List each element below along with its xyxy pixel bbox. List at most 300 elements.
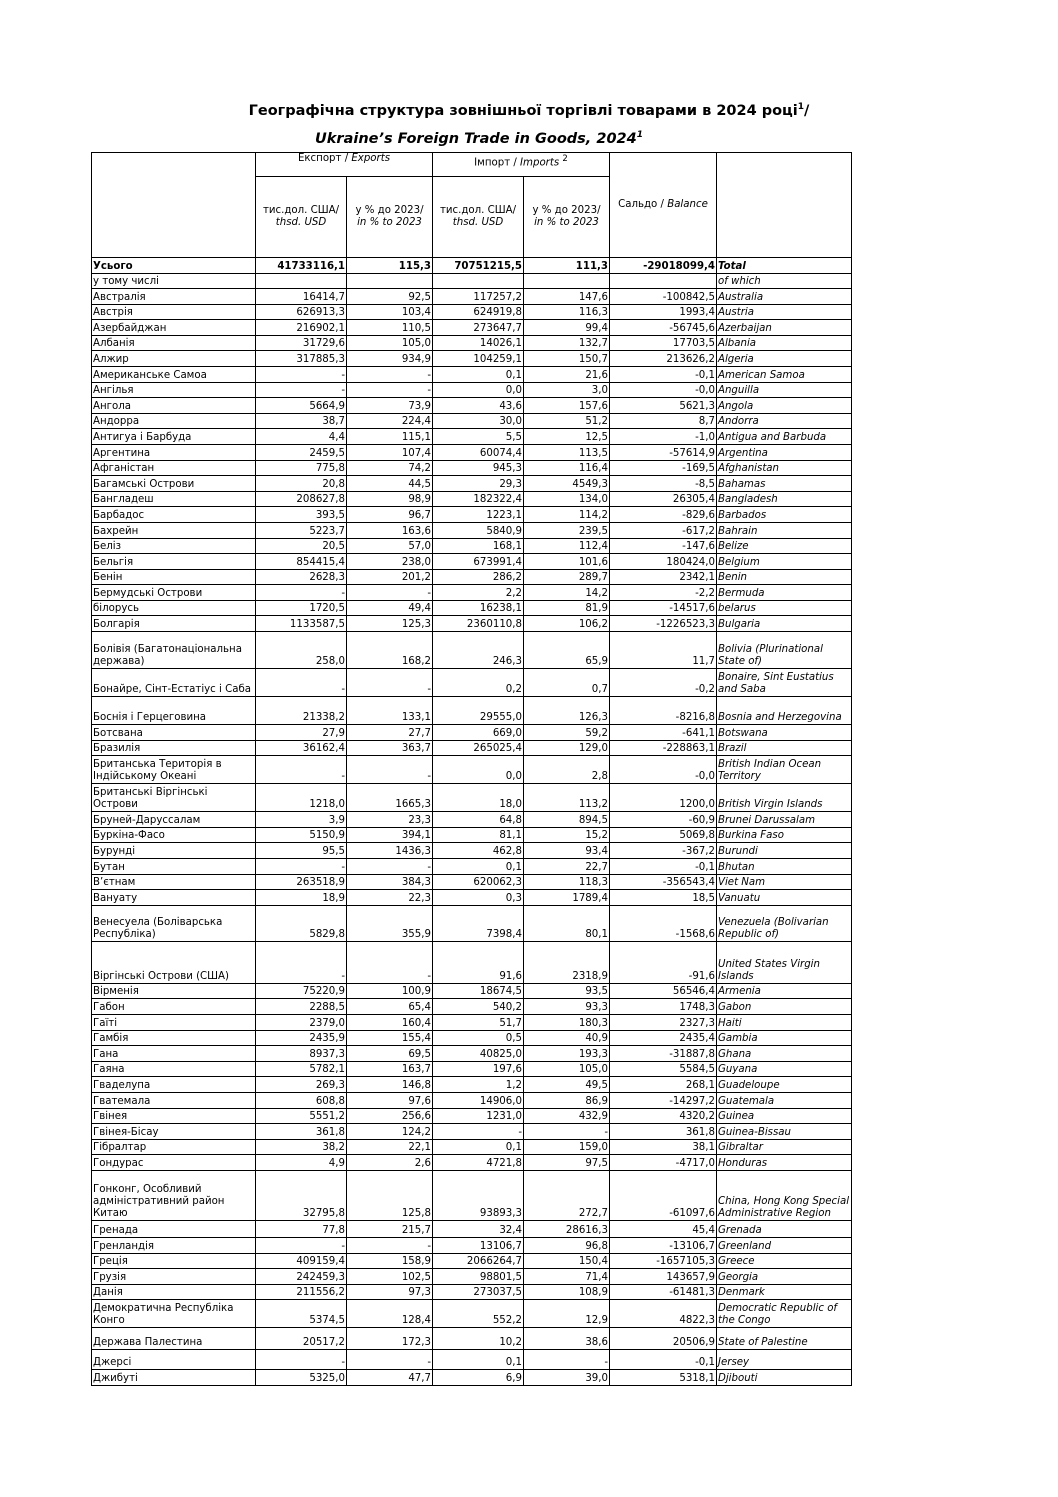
import-pct: 81,9 — [524, 600, 610, 616]
table-row — [92, 304, 852, 320]
export-usd: - — [256, 859, 347, 875]
import-usd: 0,1 — [433, 366, 524, 382]
import-pct: 150,7 — [524, 351, 610, 367]
import-pct: 71,4 — [524, 1269, 610, 1285]
balance: 5584,5 — [610, 1061, 717, 1077]
country-en: Guadeloupe — [717, 1077, 852, 1093]
country-ua: Гонконг, Особливий адміністративний район Китаю — [92, 1170, 256, 1220]
title-ua: Географічна структура зовнішньої торгівлі товарами в 2024 році$^1$/ — [248, 102, 810, 119]
balance: -228863,1 — [610, 740, 717, 756]
import-usd: 2,2 — [433, 585, 524, 601]
balance: 8,7 — [610, 413, 717, 429]
export-usd: - — [256, 585, 347, 601]
balance: -8216,8 — [610, 697, 717, 725]
import-usd: 30,0 — [433, 413, 524, 429]
export-usd: 208627,8 — [256, 491, 347, 507]
export-usd: 5829,8 — [256, 905, 347, 941]
export-pct: 103,4 — [347, 304, 433, 320]
export-usd: 5782,1 — [256, 1061, 347, 1077]
import-pct: 193,3 — [524, 1046, 610, 1062]
country-en: American Samoa — [717, 366, 852, 382]
country-ua: Греція — [92, 1253, 256, 1269]
import-usd: 7398,4 — [433, 905, 524, 941]
country-ua: Британські Віргінські Острови — [92, 784, 256, 812]
import-usd: 13106,7 — [433, 1237, 524, 1253]
country-ua: Бразилія — [92, 740, 256, 756]
country-en: Angola — [717, 398, 852, 414]
import-pct: 118,3 — [524, 874, 610, 890]
export-pct: 65,4 — [347, 999, 433, 1015]
export-pct: 238,0 — [347, 554, 433, 570]
country-en: Viet Nam — [717, 874, 852, 890]
import-pct: 289,7 — [524, 569, 610, 585]
country-ua: Гвінея — [92, 1108, 256, 1124]
import-usd: 14906,0 — [433, 1092, 524, 1108]
table-row — [92, 413, 852, 429]
import-usd: 0,2 — [433, 669, 524, 697]
export-pct: 47,7 — [347, 1370, 433, 1386]
country-ua: Джибуті — [92, 1370, 256, 1386]
import-pct: 14,2 — [524, 585, 610, 601]
export-usd: - — [256, 669, 347, 697]
export-pct: 172,3 — [347, 1328, 433, 1350]
import-pct: 12,5 — [524, 429, 610, 445]
import-usd: 2066264,7 — [433, 1253, 524, 1269]
export-pct: 57,0 — [347, 538, 433, 554]
export-usd: 2435,9 — [256, 1030, 347, 1046]
import-pct: 108,9 — [524, 1284, 610, 1300]
import-pct: 157,6 — [524, 398, 610, 414]
import-usd: 29555,0 — [433, 697, 524, 725]
import-usd: 43,6 — [433, 398, 524, 414]
export-usd: 5325,0 — [256, 1370, 347, 1386]
country-ua: Бенін — [92, 569, 256, 585]
total-balance: -29018099,4 — [610, 258, 717, 274]
balance: -91,6 — [610, 941, 717, 983]
header-import-pct: у % до 2023/ in % to 2023 — [524, 177, 610, 258]
title-en: Ukraine’s Foreign Trade in Goods, 2024$^1$ — [315, 130, 643, 147]
country-en: State of Palestine — [717, 1328, 852, 1350]
export-pct: 934,9 — [347, 351, 433, 367]
import-pct: 51,2 — [524, 413, 610, 429]
trade-table — [91, 152, 852, 1386]
import-pct: - — [524, 1350, 610, 1370]
balance: 180424,0 — [610, 554, 717, 570]
country-ua: Гібралтар — [92, 1139, 256, 1155]
country-en: belarus — [717, 600, 852, 616]
country-en: United States Virgin Islands — [717, 941, 852, 983]
import-usd: 2360110,8 — [433, 616, 524, 632]
import-usd: 168,1 — [433, 538, 524, 554]
country-ua: Буркіна-Фасо — [92, 827, 256, 843]
import-pct: 99,4 — [524, 320, 610, 336]
country-ua: Гондурас — [92, 1155, 256, 1171]
country-ua: Австралія — [92, 289, 256, 305]
export-usd: 409159,4 — [256, 1253, 347, 1269]
country-en: Greenland — [717, 1237, 852, 1253]
balance: -617,2 — [610, 522, 717, 538]
import-pct: 180,3 — [524, 1015, 610, 1031]
table-row — [92, 1253, 852, 1269]
export-pct: 115,1 — [347, 429, 433, 445]
export-usd: 216902,1 — [256, 320, 347, 336]
country-ua: Ангілья — [92, 382, 256, 398]
export-pct: 23,3 — [347, 812, 433, 828]
table-row — [92, 669, 852, 697]
country-ua: Алжир — [92, 351, 256, 367]
balance: -1,0 — [610, 429, 717, 445]
balance: -147,6 — [610, 538, 717, 554]
balance: 143657,9 — [610, 1269, 717, 1285]
table-row — [92, 1237, 852, 1253]
export-usd: 20517,2 — [256, 1328, 347, 1350]
country-en: Bhutan — [717, 859, 852, 875]
balance: 4822,3 — [610, 1300, 717, 1328]
balance: -8,5 — [610, 476, 717, 492]
country-ua: Габон — [92, 999, 256, 1015]
total-row — [92, 258, 852, 274]
table-row — [92, 444, 852, 460]
balance: -2,2 — [610, 585, 717, 601]
import-pct: 272,7 — [524, 1170, 610, 1220]
table-row — [92, 1092, 852, 1108]
import-pct: 105,0 — [524, 1061, 610, 1077]
balance: -13106,7 — [610, 1237, 717, 1253]
import-pct: 147,6 — [524, 289, 610, 305]
balance: 2327,3 — [610, 1015, 717, 1031]
country-ua: Бангладеш — [92, 491, 256, 507]
import-pct: 40,9 — [524, 1030, 610, 1046]
balance: 4320,2 — [610, 1108, 717, 1124]
export-usd: 2379,0 — [256, 1015, 347, 1031]
import-usd: 98801,5 — [433, 1269, 524, 1285]
country-en: Australia — [717, 289, 852, 305]
country-ua: Грузія — [92, 1269, 256, 1285]
export-pct: 168,2 — [347, 632, 433, 669]
country-en: Democratic Republic of the Congo — [717, 1300, 852, 1328]
table-row — [92, 538, 852, 554]
export-usd: 4,4 — [256, 429, 347, 445]
country-en: Brazil — [717, 740, 852, 756]
of-which-en: of which — [717, 274, 852, 289]
country-en: Venezuela (Bolivarian Republic of) — [717, 905, 852, 941]
export-usd: 4,9 — [256, 1155, 347, 1171]
balance: 5621,3 — [610, 398, 717, 414]
country-en: British Virgin Islands — [717, 784, 852, 812]
total-label-en: Total — [717, 258, 852, 274]
table-row — [92, 351, 852, 367]
export-pct: - — [347, 1350, 433, 1370]
table-row — [92, 569, 852, 585]
country-ua: Вірменія — [92, 983, 256, 999]
import-usd: 4721,8 — [433, 1155, 524, 1171]
import-usd: 0,1 — [433, 859, 524, 875]
balance: 17703,5 — [610, 335, 717, 351]
import-pct: 126,3 — [524, 697, 610, 725]
country-en: Barbados — [717, 507, 852, 523]
export-pct: 384,3 — [347, 874, 433, 890]
export-usd: 3,9 — [256, 812, 347, 828]
import-usd: 197,6 — [433, 1061, 524, 1077]
export-usd: 5551,2 — [256, 1108, 347, 1124]
country-en: Guinea-Bissau — [717, 1124, 852, 1140]
country-en: British Indian Ocean Territory — [717, 756, 852, 784]
header-imports: Імпорт / Imports $^2$ — [433, 153, 610, 177]
country-ua: В’єтнам — [92, 874, 256, 890]
import-pct: 2,8 — [524, 756, 610, 784]
export-usd: 20,5 — [256, 538, 347, 554]
export-pct: - — [347, 669, 433, 697]
import-pct: 894,5 — [524, 812, 610, 828]
import-pct: 96,8 — [524, 1237, 610, 1253]
export-pct: 73,9 — [347, 398, 433, 414]
export-usd: 775,8 — [256, 460, 347, 476]
export-usd: 608,8 — [256, 1092, 347, 1108]
import-pct: 97,5 — [524, 1155, 610, 1171]
country-en: Anguilla — [717, 382, 852, 398]
table-row — [92, 335, 852, 351]
export-pct: 1665,3 — [347, 784, 433, 812]
import-usd: 0,1 — [433, 1350, 524, 1370]
export-usd: 8937,3 — [256, 1046, 347, 1062]
export-pct: 133,1 — [347, 697, 433, 725]
country-en: Greece — [717, 1253, 852, 1269]
import-pct: 101,6 — [524, 554, 610, 570]
import-usd: 51,7 — [433, 1015, 524, 1031]
import-pct: 49,5 — [524, 1077, 610, 1093]
table-row — [92, 1328, 852, 1350]
table-row — [92, 1124, 852, 1140]
import-pct: 113,5 — [524, 444, 610, 460]
export-pct: 27,7 — [347, 725, 433, 741]
import-pct: 239,5 — [524, 522, 610, 538]
country-ua: Бурунді — [92, 843, 256, 859]
total-export-pct: 115,3 — [347, 258, 433, 274]
import-usd: 5,5 — [433, 429, 524, 445]
import-usd: 286,2 — [433, 569, 524, 585]
country-en: Bosnia and Herzegovina — [717, 697, 852, 725]
country-ua: Держава Палестина — [92, 1328, 256, 1350]
export-usd: 36162,4 — [256, 740, 347, 756]
import-usd: 540,2 — [433, 999, 524, 1015]
balance: -169,5 — [610, 460, 717, 476]
export-pct: 107,4 — [347, 444, 433, 460]
header-export-usd: тис.дол. США/ thsd. USD — [256, 177, 347, 258]
import-usd: 0,5 — [433, 1030, 524, 1046]
balance: -61481,3 — [610, 1284, 717, 1300]
export-usd: - — [256, 366, 347, 382]
table-row — [92, 554, 852, 570]
table-row — [92, 1046, 852, 1062]
import-usd: 117257,2 — [433, 289, 524, 305]
balance: 1748,3 — [610, 999, 717, 1015]
export-pct: 110,5 — [347, 320, 433, 336]
country-ua: Гватемала — [92, 1092, 256, 1108]
country-ua: Антигуа і Барбуда — [92, 429, 256, 445]
table-row — [92, 1139, 852, 1155]
table-row — [92, 320, 852, 336]
country-en: Austria — [717, 304, 852, 320]
import-usd: 1231,0 — [433, 1108, 524, 1124]
balance: 2342,1 — [610, 569, 717, 585]
country-en: Guyana — [717, 1061, 852, 1077]
export-pct: 22,1 — [347, 1139, 433, 1155]
country-ua: Боснія і Герцеговина — [92, 697, 256, 725]
table-row — [92, 1220, 852, 1237]
import-pct: 15,2 — [524, 827, 610, 843]
total-import-pct: 111,3 — [524, 258, 610, 274]
balance: 5069,8 — [610, 827, 717, 843]
export-usd: - — [256, 1237, 347, 1253]
import-usd: 673991,4 — [433, 554, 524, 570]
import-pct: 113,2 — [524, 784, 610, 812]
balance: -0,0 — [610, 756, 717, 784]
export-usd: 211556,2 — [256, 1284, 347, 1300]
export-usd: 5150,9 — [256, 827, 347, 843]
balance: -57614,9 — [610, 444, 717, 460]
table-row — [92, 843, 852, 859]
export-pct: 98,9 — [347, 491, 433, 507]
export-usd: 77,8 — [256, 1220, 347, 1237]
country-ua: Австрія — [92, 304, 256, 320]
export-pct: - — [347, 941, 433, 983]
balance: -1226523,3 — [610, 616, 717, 632]
balance: -829,6 — [610, 507, 717, 523]
table-row — [92, 507, 852, 523]
country-ua: Багамські Острови — [92, 476, 256, 492]
export-pct: 163,6 — [347, 522, 433, 538]
import-usd: 0,0 — [433, 382, 524, 398]
table-row — [92, 983, 852, 999]
export-pct: - — [347, 756, 433, 784]
table-row — [92, 491, 852, 507]
table-row — [92, 1269, 852, 1285]
export-pct: 160,4 — [347, 1015, 433, 1031]
import-pct: 59,2 — [524, 725, 610, 741]
of-which-ua: у тому числі — [92, 274, 256, 289]
import-pct: - — [524, 1124, 610, 1140]
export-usd: 1218,0 — [256, 784, 347, 812]
balance: 1200,0 — [610, 784, 717, 812]
table-row — [92, 460, 852, 476]
import-usd: 91,6 — [433, 941, 524, 983]
balance: -0,0 — [610, 382, 717, 398]
export-pct: 146,8 — [347, 1077, 433, 1093]
import-pct: 93,3 — [524, 999, 610, 1015]
import-usd: - — [433, 1124, 524, 1140]
country-en: Burundi — [717, 843, 852, 859]
country-ua: Андорра — [92, 413, 256, 429]
import-pct: 38,6 — [524, 1328, 610, 1350]
country-en: Bolivia (Plurinational State of) — [717, 632, 852, 669]
export-usd: 75220,9 — [256, 983, 347, 999]
table-row — [92, 1108, 852, 1124]
export-usd: 393,5 — [256, 507, 347, 523]
export-pct: 44,5 — [347, 476, 433, 492]
import-usd: 18674,5 — [433, 983, 524, 999]
table-row — [92, 1030, 852, 1046]
export-usd: 1720,5 — [256, 600, 347, 616]
import-pct: 150,4 — [524, 1253, 610, 1269]
table-row — [92, 476, 852, 492]
import-usd: 0,3 — [433, 890, 524, 906]
table-row — [92, 1061, 852, 1077]
export-usd: - — [256, 756, 347, 784]
country-en: Bermuda — [717, 585, 852, 601]
country-ua: Бутан — [92, 859, 256, 875]
balance: -14297,2 — [610, 1092, 717, 1108]
country-en: Ghana — [717, 1046, 852, 1062]
country-ua: Вануату — [92, 890, 256, 906]
country-en: Grenada — [717, 1220, 852, 1237]
export-usd: 18,9 — [256, 890, 347, 906]
table-row — [92, 890, 852, 906]
import-usd: 945,3 — [433, 460, 524, 476]
table-row — [92, 697, 852, 725]
export-usd: 361,8 — [256, 1124, 347, 1140]
country-ua: Бонайре, Сінт-Естатіус і Саба — [92, 669, 256, 697]
export-usd: 95,5 — [256, 843, 347, 859]
export-pct: 256,6 — [347, 1108, 433, 1124]
table-row — [92, 812, 852, 828]
export-usd: 5664,9 — [256, 398, 347, 414]
country-ua: Американське Самоа — [92, 366, 256, 382]
country-ua: Ангола — [92, 398, 256, 414]
header-balance: Сальдо / Balance — [610, 153, 717, 258]
balance: 11,7 — [610, 632, 717, 669]
country-ua: Албанія — [92, 335, 256, 351]
export-pct: 49,4 — [347, 600, 433, 616]
table-row — [92, 1350, 852, 1370]
import-usd: 0,1 — [433, 1139, 524, 1155]
balance: 2435,4 — [610, 1030, 717, 1046]
export-pct: 74,2 — [347, 460, 433, 476]
country-en: Jersey — [717, 1350, 852, 1370]
country-ua: Болівія (Багатонаціональна держава) — [92, 632, 256, 669]
export-pct: 102,5 — [347, 1269, 433, 1285]
country-ua: Гаяна — [92, 1061, 256, 1077]
import-usd: 462,8 — [433, 843, 524, 859]
balance: 5318,1 — [610, 1370, 717, 1386]
import-usd: 29,3 — [433, 476, 524, 492]
table-row — [92, 585, 852, 601]
balance: 361,8 — [610, 1124, 717, 1140]
table-row — [92, 941, 852, 983]
import-pct: 12,9 — [524, 1300, 610, 1328]
table-row — [92, 827, 852, 843]
country-ua: Данія — [92, 1284, 256, 1300]
header-export-pct: у % до 2023/ in % to 2023 — [347, 177, 433, 258]
country-en: Djibouti — [717, 1370, 852, 1386]
balance: -61097,6 — [610, 1170, 717, 1220]
export-usd: 5223,7 — [256, 522, 347, 538]
country-ua: Барбадос — [92, 507, 256, 523]
export-pct: 128,4 — [347, 1300, 433, 1328]
country-en: Gambia — [717, 1030, 852, 1046]
export-usd: 20,8 — [256, 476, 347, 492]
import-usd: 265025,4 — [433, 740, 524, 756]
country-en: Guinea — [717, 1108, 852, 1124]
balance: -56745,6 — [610, 320, 717, 336]
balance: 213626,2 — [610, 351, 717, 367]
country-ua: Беліз — [92, 538, 256, 554]
export-pct: - — [347, 1237, 433, 1253]
export-pct: 100,9 — [347, 983, 433, 999]
export-usd: 263518,9 — [256, 874, 347, 890]
import-usd: 273647,7 — [433, 320, 524, 336]
country-ua: Демократична Республіка Конго — [92, 1300, 256, 1328]
export-usd: 38,2 — [256, 1139, 347, 1155]
